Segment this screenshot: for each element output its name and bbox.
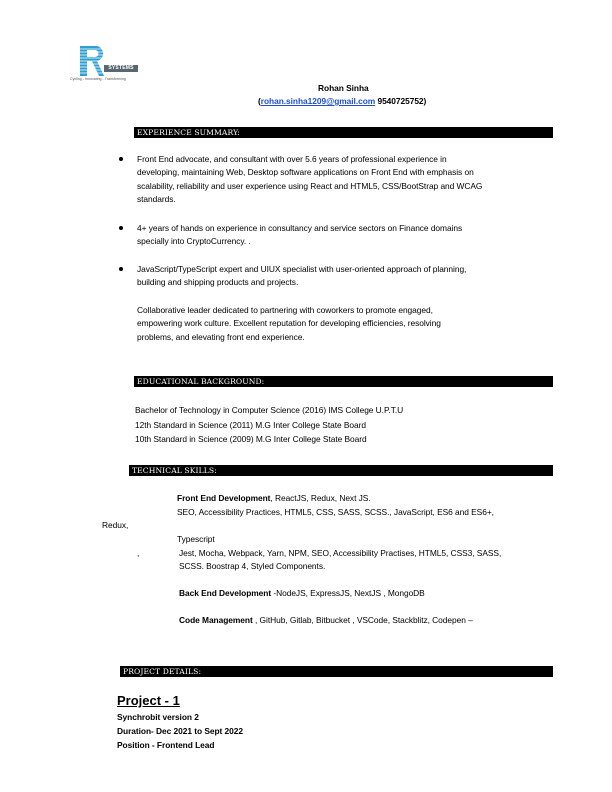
skill-code-management: Code Management , GitHub, Gitlab, Bitbucket , VSCode, Stackblitz, Codepen –	[179, 615, 473, 625]
skill-frontend-line3: Typescript	[177, 534, 215, 544]
education-item: Bachelor of Technology in Computer Science (2016) IMS College U.P.T.U	[135, 405, 404, 415]
education-list	[135, 403, 403, 447]
section-header-skills: TECHNICAL SKILLS:	[129, 465, 553, 476]
education-item: 10th Standard in Science (2009) M.G Inter College State Board	[135, 434, 367, 444]
project-position: Position - Frontend Lead	[117, 740, 215, 750]
bullet-icon	[119, 226, 123, 230]
email-link[interactable]: rohan.sinha1209@gmail.com	[260, 96, 376, 106]
project-name: Synchrobit version 2	[117, 712, 199, 722]
education-item: 12th Standard in Science (2011) M.G Inter College State Board	[135, 419, 366, 430]
project-duration: Duration- Dec 2021 to Sept 2022	[117, 726, 243, 736]
skill-frontend-label: Front End Development	[177, 493, 271, 503]
skill-frontend-line5: SCSS. Boostrap 4, Styled Components.	[179, 561, 326, 571]
section-header-experience: EXPERIENCE SUMMARY:	[134, 127, 553, 138]
experience-paragraph: Collaborative leader dedicated to partnering with coworkers to promote engaged, empowering work culture. Excellent reputation for developing efficiencies, resolving problems, and elevating front end experience.	[137, 305, 441, 342]
skill-frontend-line1: Front End Development, ReactJS, Redux, Next JS.	[177, 493, 371, 503]
open-paren: (	[258, 96, 261, 106]
phone-number: 9540725752	[375, 96, 424, 106]
experience-bullet-3: JavaScript/TypeScript expert and UIUX specialist with user-oriented approach of planning, building and shipping products and projects.	[137, 264, 467, 288]
r-systems-logo-icon	[80, 46, 106, 76]
skill-frontend-line4: Jest, Mocha, Webpack, Yarn, NPM, SEO, Accessibility Practises, HTML5, CSS3, SASS,	[179, 548, 502, 558]
skill-comma: ,	[137, 548, 140, 558]
skill-frontend-wrap: Redux,	[102, 520, 129, 530]
candidate-name: Rohan Sinha	[318, 83, 369, 93]
logo-badge: SYSTEMS	[104, 65, 138, 72]
experience-bullet-1: Front End advocate, and consultant with over 5.6 years of professional experience in developing, maintaining Web, Desktop software applications on Front End with emphasis on scalability, reliability and user experience using React and HTML5, CSS/BootStrap and WCAG standards.	[137, 154, 483, 205]
project-heading: Project - 1	[117, 693, 180, 708]
section-header-projects: PROJECT DETAILS:	[120, 666, 553, 677]
bullet-icon	[119, 157, 123, 161]
contact-line	[258, 95, 426, 108]
skill-frontend-line2: SEO, Accessibility Practices, HTML5, CSS, SASS, SCSS., JavaScript, ES6 and ES6+,	[177, 507, 494, 517]
logo-tagline: Cycling - Innovating - Transforming	[70, 77, 126, 81]
section-header-education: EDUCATIONAL BACKGROUND:	[134, 376, 553, 387]
close-paren: )	[423, 96, 427, 106]
skill-code-label: Code Management	[179, 615, 253, 625]
skill-backend: Back End Development -NodeJS, ExpressJS, NextJS , MongoDB	[179, 588, 425, 598]
skill-backend-label: Back End Development	[179, 588, 272, 598]
experience-bullet-2: 4+ years of hands on experience in consultancy and service sectors on Finance domains specially into CryptoCurrency. .	[137, 223, 463, 247]
bullet-icon	[119, 267, 123, 271]
